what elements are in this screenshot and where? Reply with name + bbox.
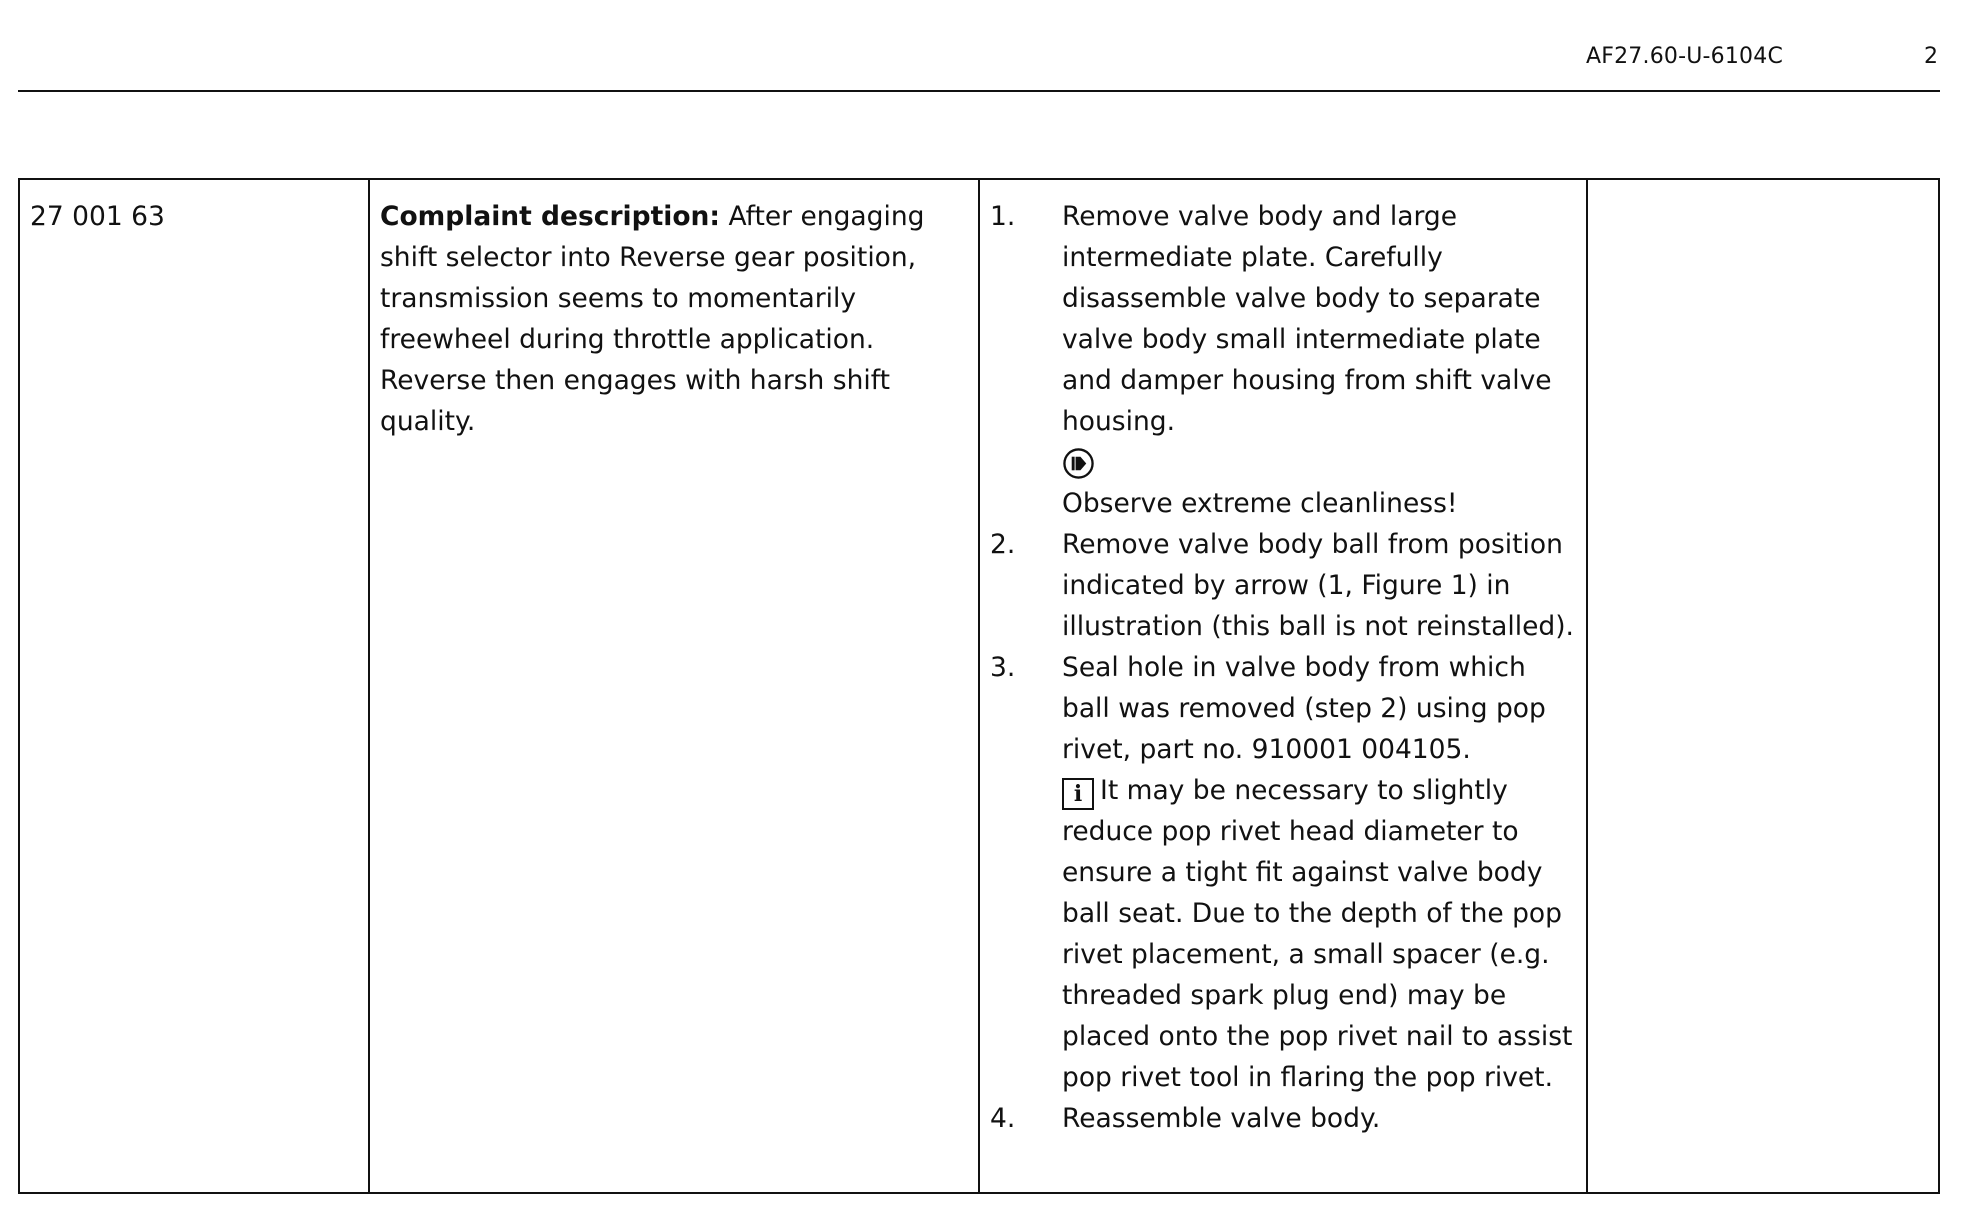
page-number: 2 bbox=[1924, 44, 1938, 69]
step-1 bbox=[990, 196, 1576, 524]
step-4 bbox=[990, 1098, 1576, 1139]
step-text: Reassemble valve body. bbox=[1062, 1103, 1381, 1134]
complaint-label: Complaint description: bbox=[380, 201, 721, 232]
step-text: Seal hole in valve body from which ball was removed (step 2) using pop rivet, part no. 910001 004105. bbox=[1062, 652, 1546, 765]
step-text: Remove valve body and large intermediate plate. Carefully disassemble valve body to separate valve body small intermediate plate and damper housing from shift valve housing. bbox=[1062, 201, 1552, 437]
step-2 bbox=[990, 524, 1576, 647]
complaint-cell bbox=[369, 179, 979, 1193]
step-number: 2. bbox=[990, 529, 1016, 560]
remarks-cell bbox=[1587, 179, 1939, 1193]
page-header bbox=[0, 0, 1966, 96]
procedure-cell bbox=[979, 179, 1587, 1193]
document-reference: AF27.60-U-6104C bbox=[1586, 44, 1784, 69]
info-icon: i bbox=[1062, 778, 1094, 810]
step-number: 3. bbox=[990, 652, 1016, 683]
part-number: 27 001 63 bbox=[30, 201, 165, 232]
bulletin-table bbox=[18, 178, 1940, 1194]
info-text: It may be necessary to slightly reduce pop rivet head diameter to ensure a tight fit against valve body ball seat. Due to the depth of the pop rivet placement, a small spacer (e.g. threaded spark plug end) may be placed onto the pop rivet nail to assist pop rivet tool in flaring the pop rivet. bbox=[1062, 775, 1573, 1093]
note-hand-icon bbox=[1062, 447, 1095, 480]
complaint-text: After engaging shift selector into Reverse gear position, transmission seems to momentarily freewheel during throttle application. Reverse then engages with harsh shift quality. bbox=[380, 201, 925, 437]
table-row bbox=[19, 179, 1939, 1193]
part-number-cell bbox=[19, 179, 369, 1193]
step-3 bbox=[990, 647, 1576, 1098]
step-text: Remove valve body ball from position indicated by arrow (1, Figure 1) in illustration (this ball is not reinstalled). bbox=[1062, 529, 1574, 642]
procedure-steps bbox=[990, 196, 1576, 1139]
note-text: Observe extreme cleanliness! bbox=[1062, 488, 1458, 519]
step-number: 4. bbox=[990, 1103, 1016, 1134]
header-rule bbox=[18, 90, 1940, 92]
step-number: 1. bbox=[990, 201, 1016, 232]
